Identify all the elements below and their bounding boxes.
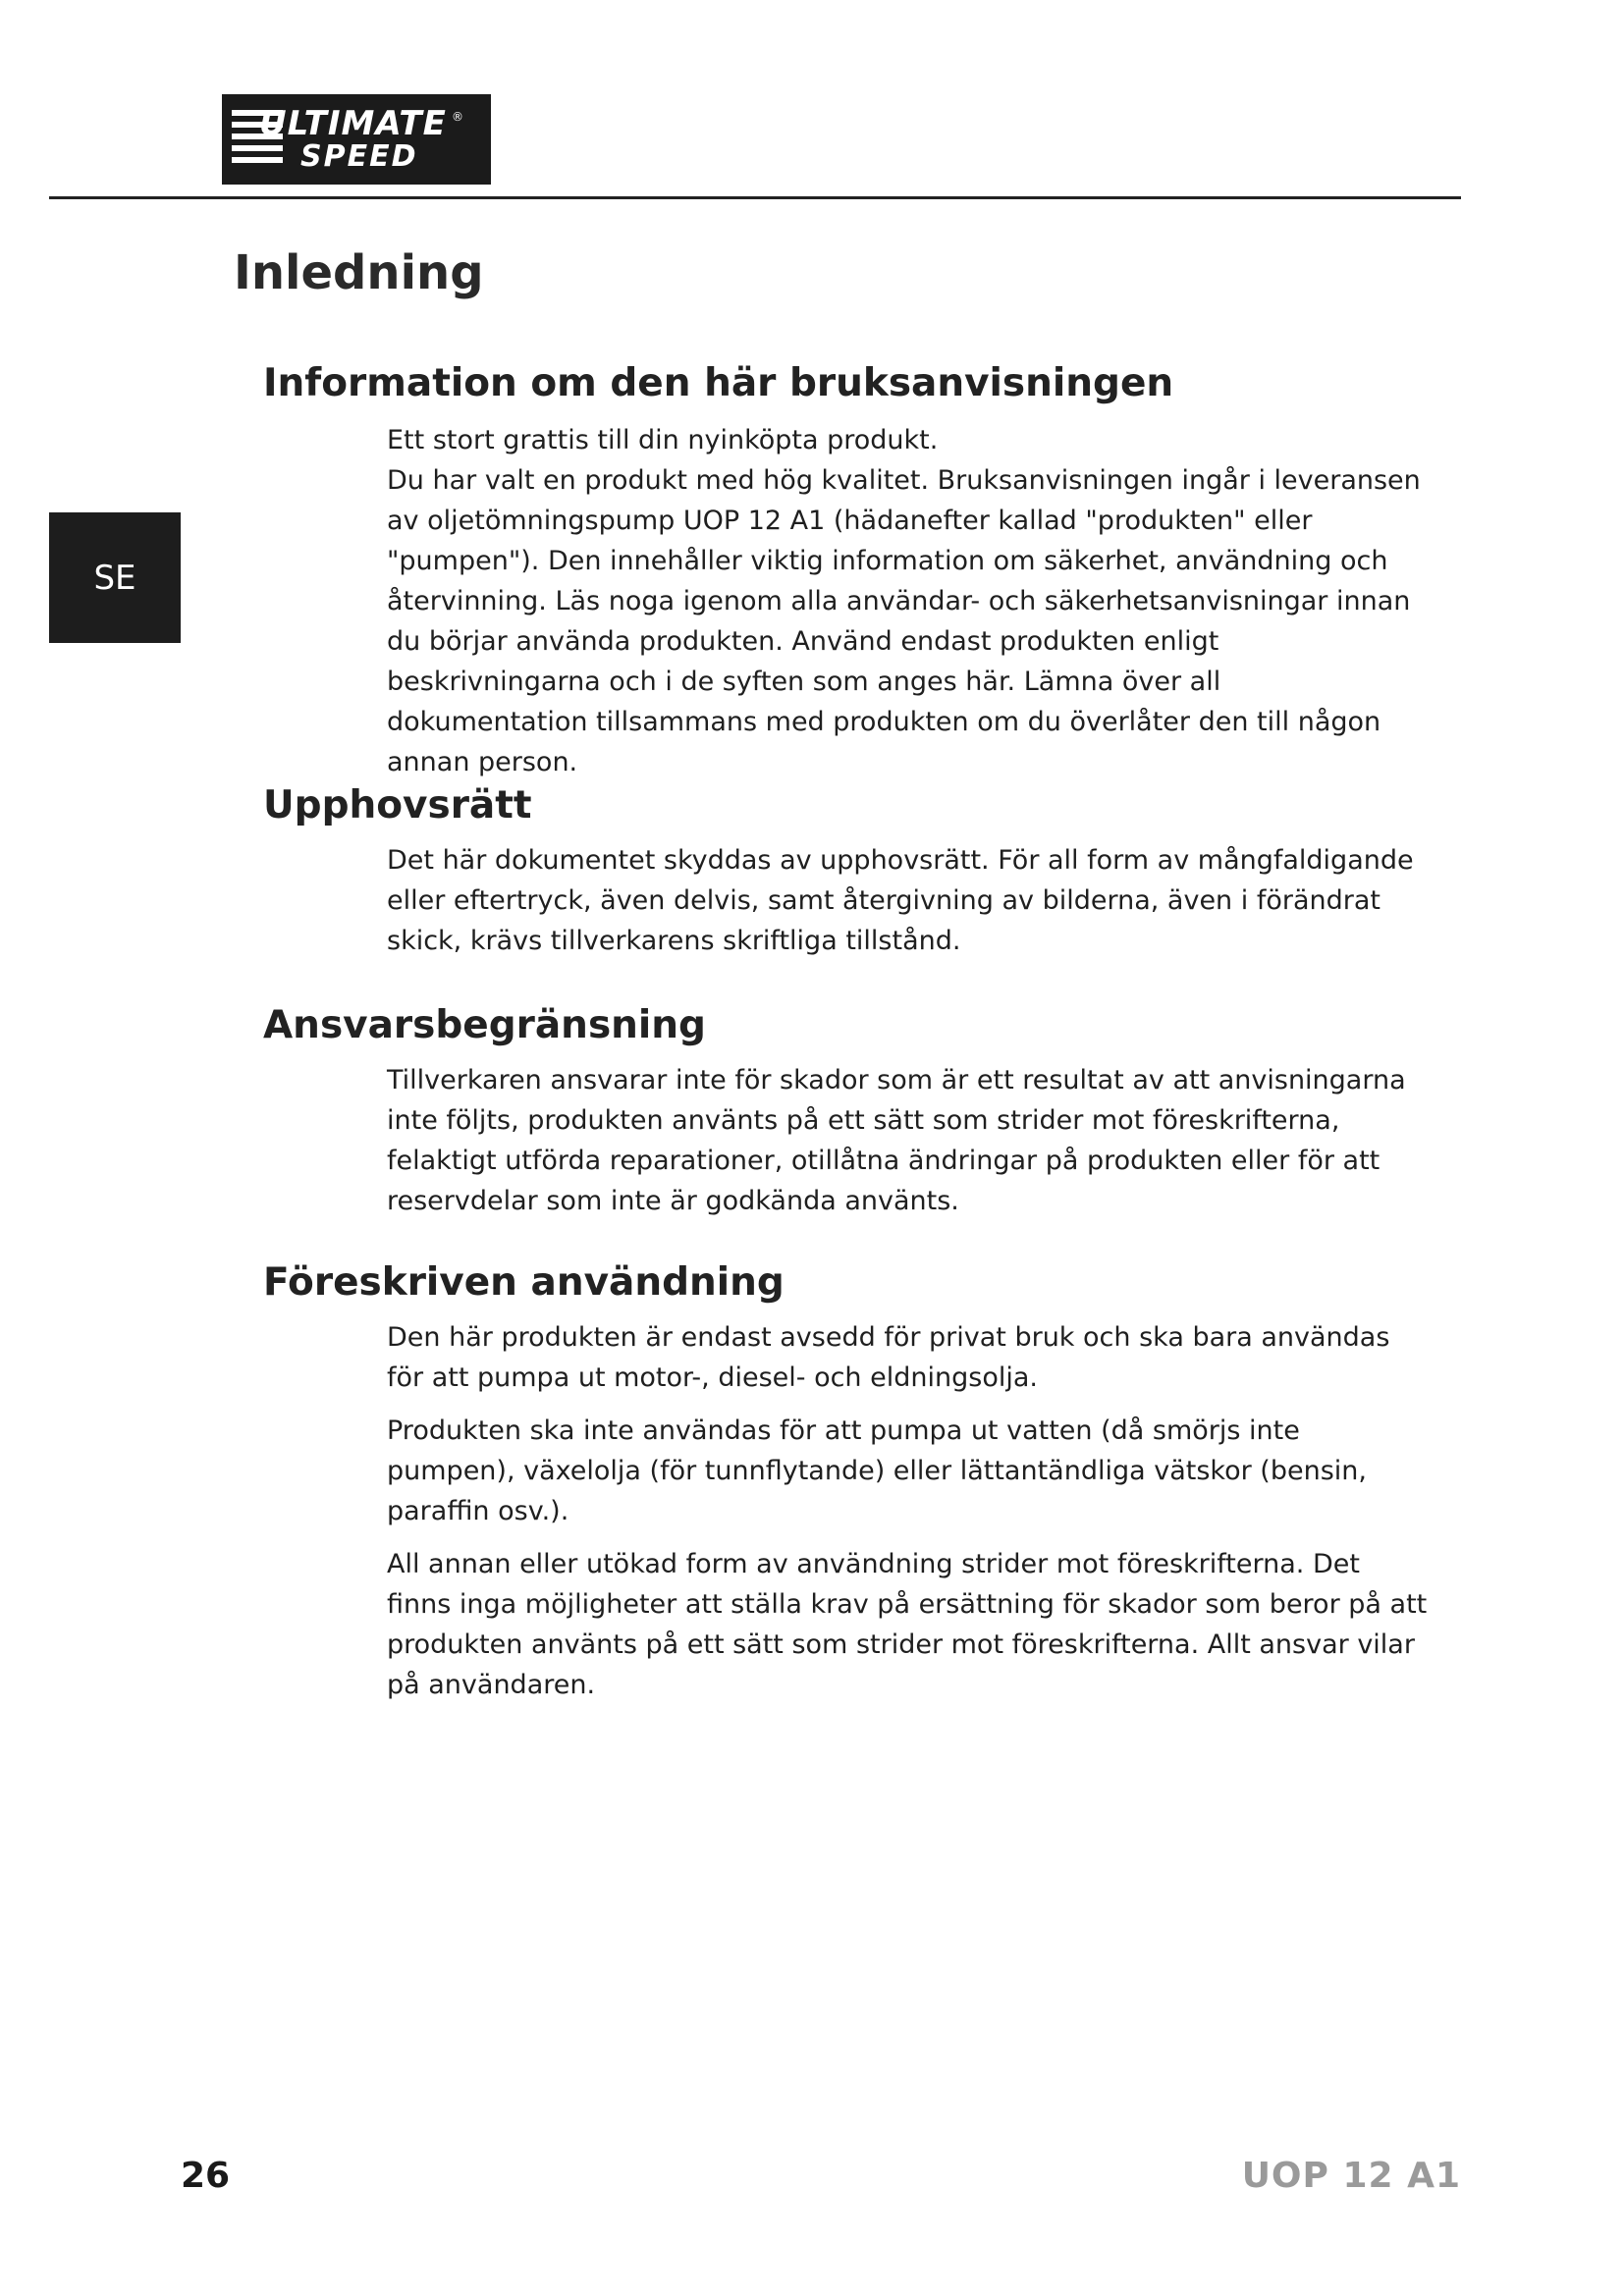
section-copyright — [263, 781, 1441, 961]
page-number: 26 — [181, 2156, 231, 2196]
page-title: Inledning — [234, 245, 484, 300]
section-paragraph: Ett stort grattis till din nyinköpta produkt. Du har valt en produkt med hög kvalitet. Bruksanvisningen ingår i leveransen av oljetömningspump UOP 12 A1 (hädanefter kallad "produkten" eller "pumpen"). Den innehåller viktig information om säkerhet, användning och återvinning. Läs noga igenom alla användar- och säkerhetsanvisningar innan du börjar använda produkten. Använd endast produkten enligt beskrivningarna och i de syften som anges här. Lämna över all dokumentation tillsammans med produkten om du överlåter den till någon annan person. — [387, 425, 1421, 777]
model-number: UOP 12 A1 — [1241, 2156, 1461, 2196]
header-divider — [49, 196, 1461, 199]
section-heading: Föreskriven användning — [263, 1260, 785, 1305]
section-paragraph: Det här dokumentet skyddas av upphovsrätt. För all form av mångfaldigande eller eftertryck, även delvis, samt återgivning av bilderna, även i förändrat skick, krävs tillverkarens skriftliga tillstånd. — [387, 845, 1414, 956]
section-paragraph: Produkten ska inte användas för att pumpa ut vatten (då smörjs inte pumpen), växelolja (för tunnflytande) eller lättantändliga vätskor (bensin, paraffin osv.). — [387, 1415, 1367, 1526]
section-paragraph: Den här produkten är endast avsedd för privat bruk och ska bara användas för att pumpa ut motor-, diesel- och eldningsolja. — [387, 1322, 1390, 1393]
logo-word-speed: SPEED — [300, 139, 418, 174]
section-liability — [263, 1001, 1441, 1221]
language-tab: SE — [49, 512, 181, 643]
logo-registered-mark: ® — [452, 110, 463, 124]
section-heading: Information om den här bruksanvisningen — [263, 361, 1174, 405]
section-intended-use — [263, 1258, 1441, 1705]
section-paragraph: All annan eller utökad form av användning strider mot föreskrifterna. Det finns inga möjligheter att ställa krav på ersättning för skador som beror på att produkten använts på ett sätt som strider mot föreskrifterna. Allt ansvar vilar på användaren. — [387, 1549, 1428, 1700]
brand-logo — [222, 94, 491, 185]
logo-word-ultimate: ULTIMATE — [259, 104, 447, 143]
section-heading: Upphovsrätt — [263, 783, 532, 828]
section-heading: Ansvarsbegränsning — [263, 1003, 706, 1047]
section-paragraph: Tillverkaren ansvarar inte för skador som är ett resultat av att anvisningarna inte följts, produkten använts på ett sätt som strider mot föreskrifterna, felaktigt utförda reparationer, otillåtna ändringar på produkten eller för att reservdelar som inte är godkända använts. — [387, 1065, 1406, 1216]
section-information — [263, 359, 1441, 782]
